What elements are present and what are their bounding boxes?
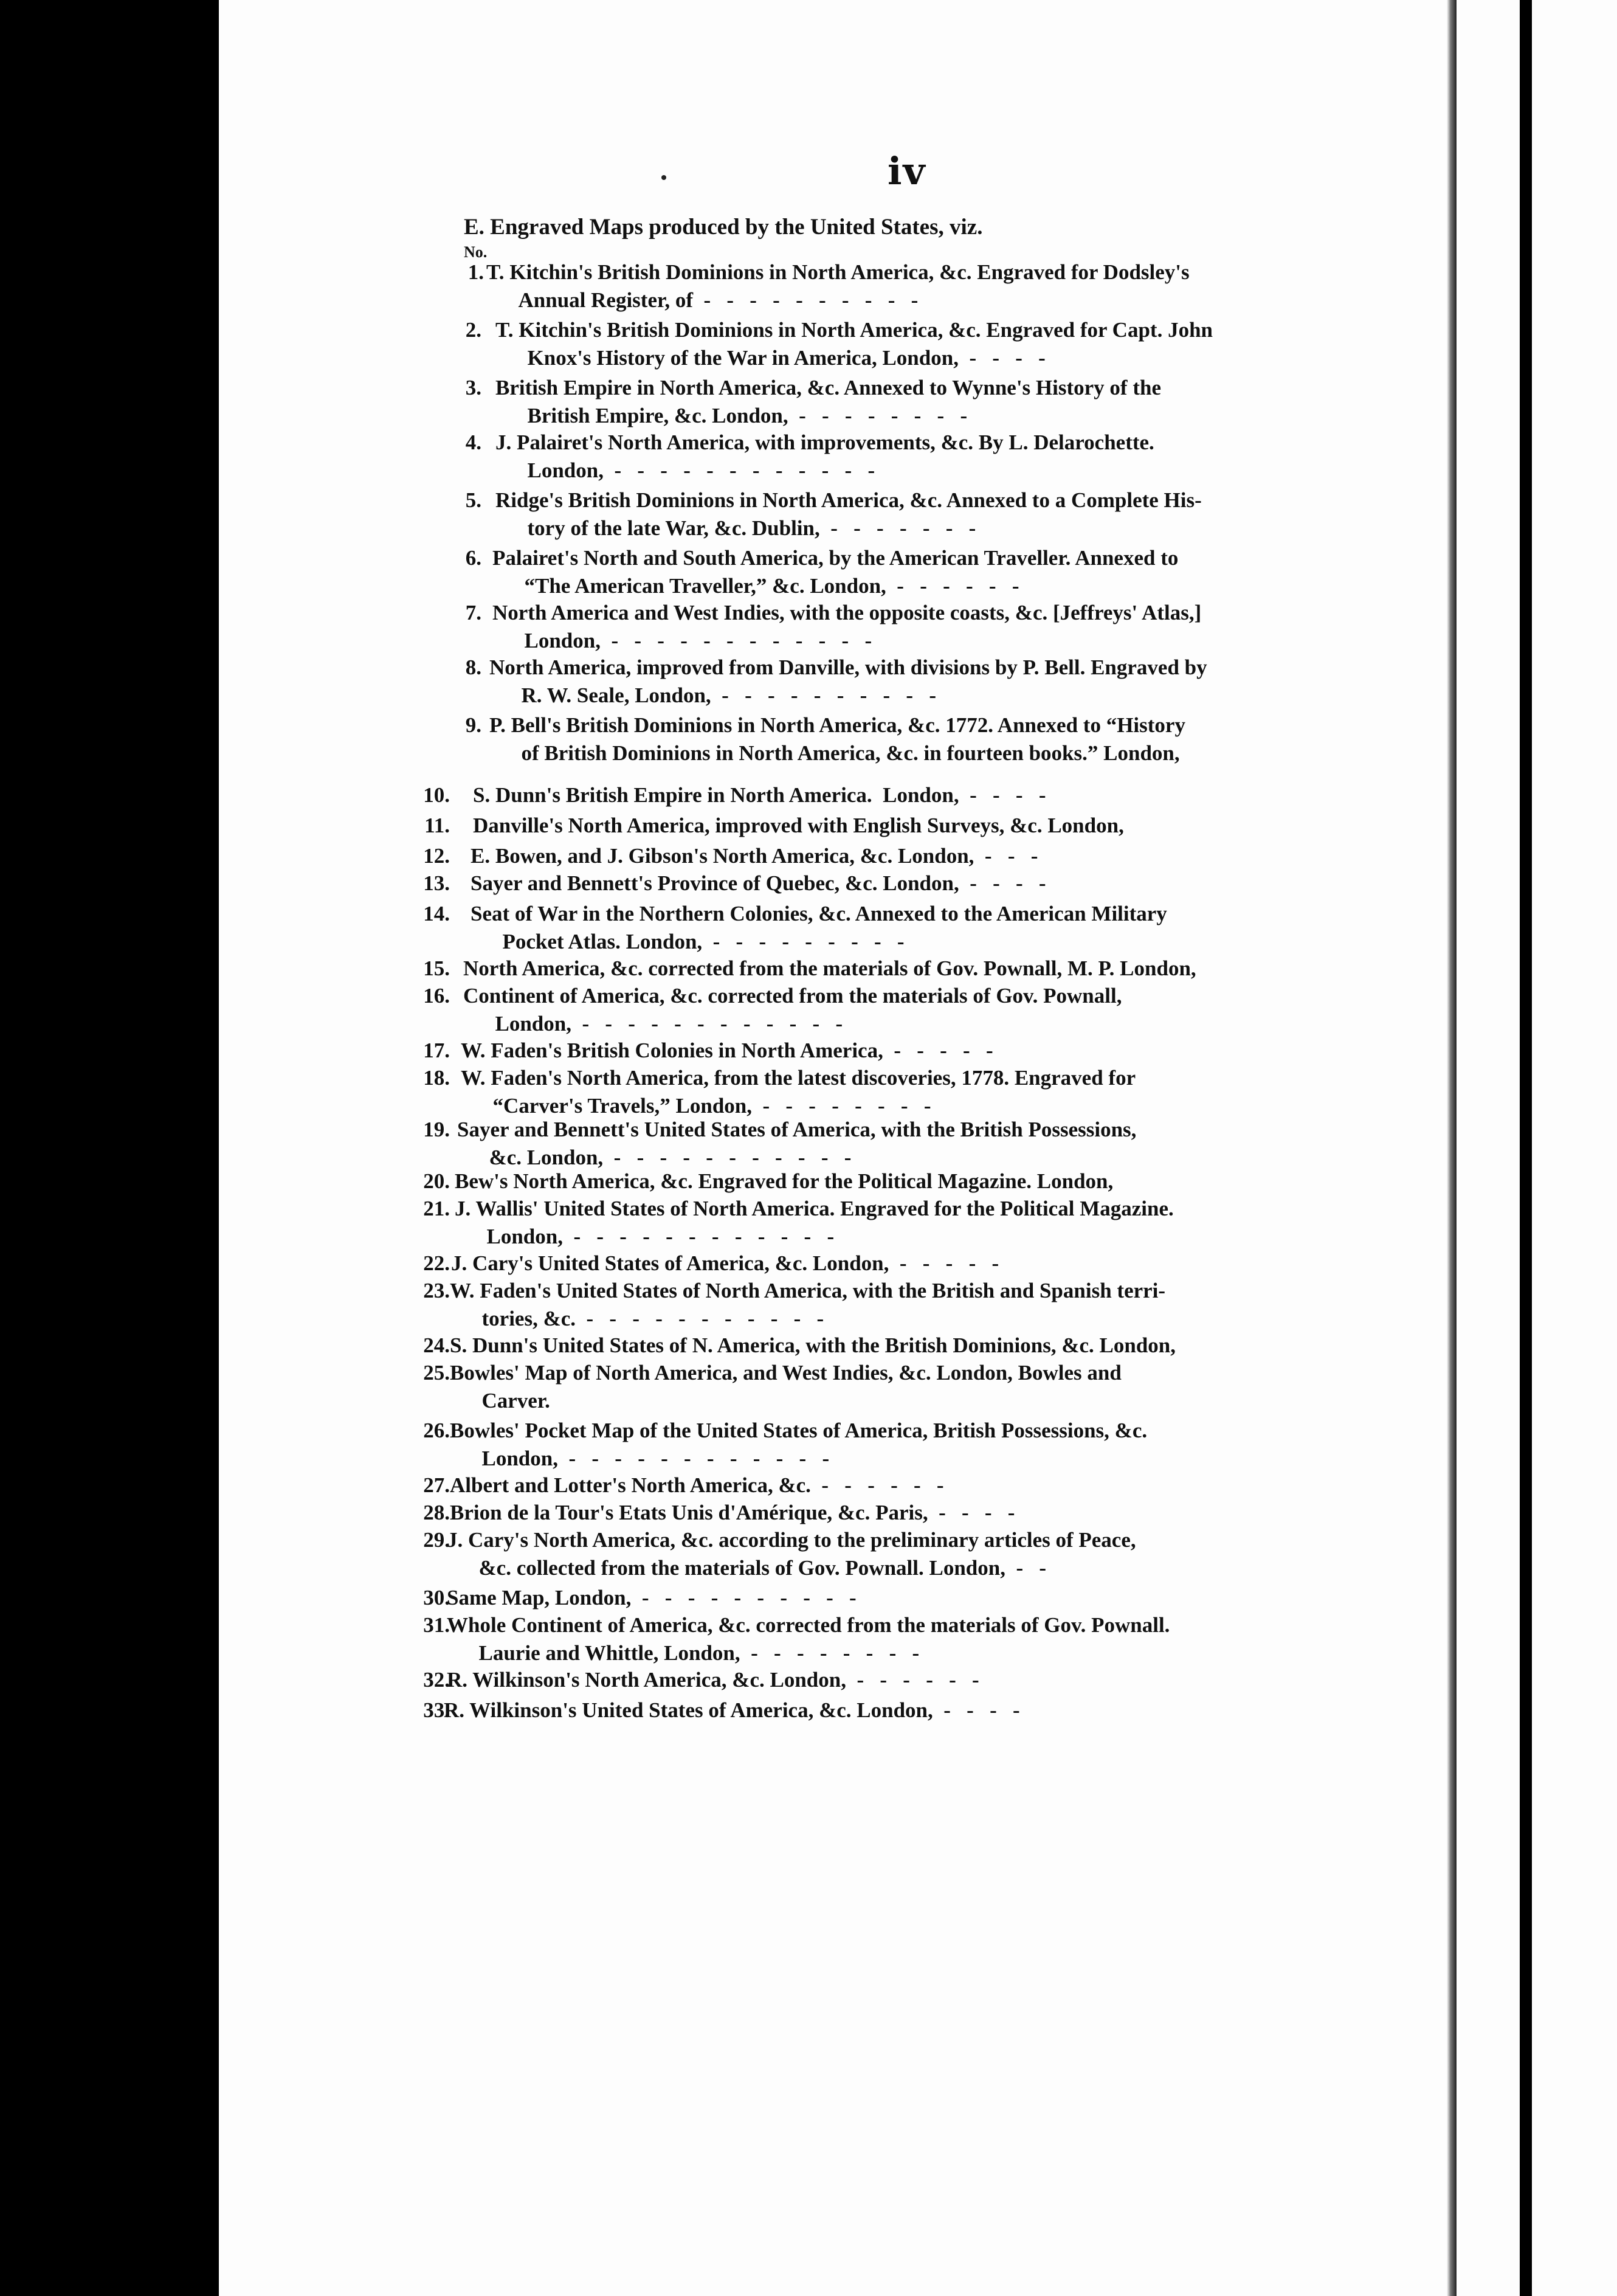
entry-title: J. Palairet's North America, with improvements, &c. By L. Delarochette. London, - - - - - - - - - - - - (495, 431, 1154, 482)
entry-title: S. Dunn's British Empire in North America. London, - - - - (473, 783, 1046, 807)
entry-title: North America and West Indies, with the opposite coasts, &c. [Jeffreys' Atlas,] London, - - - - - - - - - - - - (492, 601, 1202, 652)
entry-number: 2. (465, 318, 481, 342)
entry-number: 6. (465, 546, 481, 570)
entry-title: J. Cary's North America, &c. according to the preliminary articles of Peace, &c. collected from the materials of Gov. Pownall. London, - - (447, 1528, 1136, 1580)
entry-number: 26. (423, 1419, 450, 1442)
entry-number: 10. (423, 783, 450, 807)
entry-number: 9. (465, 713, 481, 737)
entry-number: 17. (423, 1039, 450, 1062)
entry-number: 4. (465, 431, 481, 454)
entry-title: J. Wallis' United States of North America. Engraved for the Political Magazine. London, - - - - - - - - - - - - (455, 1197, 1174, 1248)
entry-title: W. Faden's United States of North America, with the British and Spanish terri- tories, &c. - - - - - - - - - - - (450, 1279, 1166, 1330)
entry-number: 24. (423, 1333, 450, 1357)
entry-number: 16. (423, 984, 450, 1008)
number-column-label: No. (464, 243, 488, 261)
section-heading: E. Engraved Maps produced by the United States, viz. (464, 215, 983, 240)
entry-number: 32. (423, 1668, 450, 1692)
entry-number: 33. (423, 1698, 450, 1722)
entry-number: 15. (423, 956, 450, 980)
entry-number: 28. (423, 1501, 450, 1524)
entry-title: Brion de la Tour's Etats Unis d'Amérique, &c. Paris, - - - - (450, 1501, 1015, 1524)
entry-title: Same Map, London, - - - - - - - - - - (447, 1586, 857, 1610)
entry-number: 20. (423, 1169, 450, 1193)
entry-number: 18. (423, 1066, 450, 1090)
entry-title: Continent of America, &c. corrected from the materials of Gov. Pownall, London, - - - - - - - - - - - - (463, 984, 1122, 1036)
entry-title: North America, &c. corrected from the materials of Gov. Pownall, M. P. London, (463, 956, 1196, 980)
entry-number: 3. (465, 376, 481, 399)
entry-number: 13. (423, 871, 450, 895)
entry-title: J. Cary's United States of America, &c. London, - - - - - (451, 1251, 999, 1275)
entry-title: Albert and Lotter's North America, &c. - - - - - - (450, 1473, 944, 1497)
entry-title: T. Kitchin's British Dominions in North America, &c. Engraved for Capt. John Knox's History of the War in America, London, - - - - (495, 318, 1213, 370)
entry-number: 23. (423, 1279, 450, 1302)
entry-title: Ridge's British Dominions in North America, &c. Annexed to a Complete His- tory of the late War, &c. Dublin, - - - - - - - (495, 488, 1202, 540)
entry-title: R. Wilkinson's United States of America, &c. London, - - - - (444, 1698, 1020, 1722)
entry-title: T. Kitchin's British Dominions in North America, &c. Engraved for Dodsley's Annual Register, of - - - - - - - - - - (486, 260, 1190, 312)
entry-title: Danville's North America, improved with English Surveys, &c. London, (473, 814, 1124, 837)
entry-number: 11. (424, 814, 450, 837)
entry-title: E. Bowen, and J. Gibson's North America, &c. London, - - - (471, 844, 1038, 868)
entry-title: Bew's North America, &c. Engraved for the Political Magazine. London, (455, 1169, 1114, 1193)
entry-number: 30. (423, 1586, 450, 1610)
entry-title: W. Faden's British Colonies in North America, - - - - - (461, 1039, 993, 1062)
entry-number: 27. (423, 1473, 450, 1497)
entry-number: 21. (423, 1197, 450, 1220)
entry-number: 7. (465, 601, 481, 624)
entry-number: 31. (423, 1613, 450, 1637)
entry-number: 19. (423, 1118, 450, 1141)
entry-title: Sayer and Bennett's Province of Quebec, &c. London, - - - - (471, 871, 1046, 895)
entry-title: R. Wilkinson's North America, &c. London, - - - - - - (447, 1668, 979, 1692)
entry-number: 8. (465, 655, 481, 679)
entry-title: Seat of War in the Northern Colonies, &c. Annexed to the American Military Pocket Atlas. London, - - - - - - - - - (471, 902, 1167, 953)
entry-number: 14. (423, 902, 450, 925)
entry-title: S. Dunn's United States of N. America, with the British Dominions, &c. London, (450, 1333, 1176, 1357)
entry-title: British Empire in North America, &c. Annexed to Wynne's History of the British Empire, &c. London, - - - - - - - - (495, 376, 1161, 427)
entry-number: 29. (423, 1528, 450, 1552)
entry-title: Sayer and Bennett's United States of America, with the British Possessions, &c. London, - - - - - - - - - - - (457, 1118, 1137, 1169)
entry-title: Bowles' Map of North America, and West Indies, &c. London, Bowles and Carver. (450, 1361, 1122, 1413)
entry-number: 25. (423, 1361, 450, 1385)
entry-title: P. Bell's British Dominions in North America, &c. 1772. Annexed to “History of British Dominions in North America, &c. in fourteen books.” London, (489, 713, 1185, 765)
entry-title: Palairet's North and South America, by the American Traveller. Annexed to “The American Traveller,” &c. London, - - - - - - (492, 546, 1179, 598)
entry-title: Bowles' Pocket Map of the United States of America, British Possessions, &c. London, - - - - - - - - - - - - (450, 1419, 1148, 1470)
entry-number: 5. (465, 488, 481, 512)
entry-number: 12. (423, 844, 450, 868)
page-number: iv (888, 149, 926, 193)
entry-number: 1. (467, 260, 484, 284)
entry-number: 22. (423, 1251, 450, 1275)
entry-title: North America, improved from Danville, with divisions by P. Bell. Engraved by R. W. Seale, London, - - - - - - - - - - (489, 655, 1207, 707)
entry-title: Whole Continent of America, &c. corrected from the materials of Gov. Pownall. Laurie and Whittle, London, - - - - - - - - (447, 1613, 1170, 1665)
entry-title: W. Faden's North America, from the latest discoveries, 1778. Engraved for “Carver's Travels,” London, - - - - - - - - (461, 1066, 1136, 1118)
